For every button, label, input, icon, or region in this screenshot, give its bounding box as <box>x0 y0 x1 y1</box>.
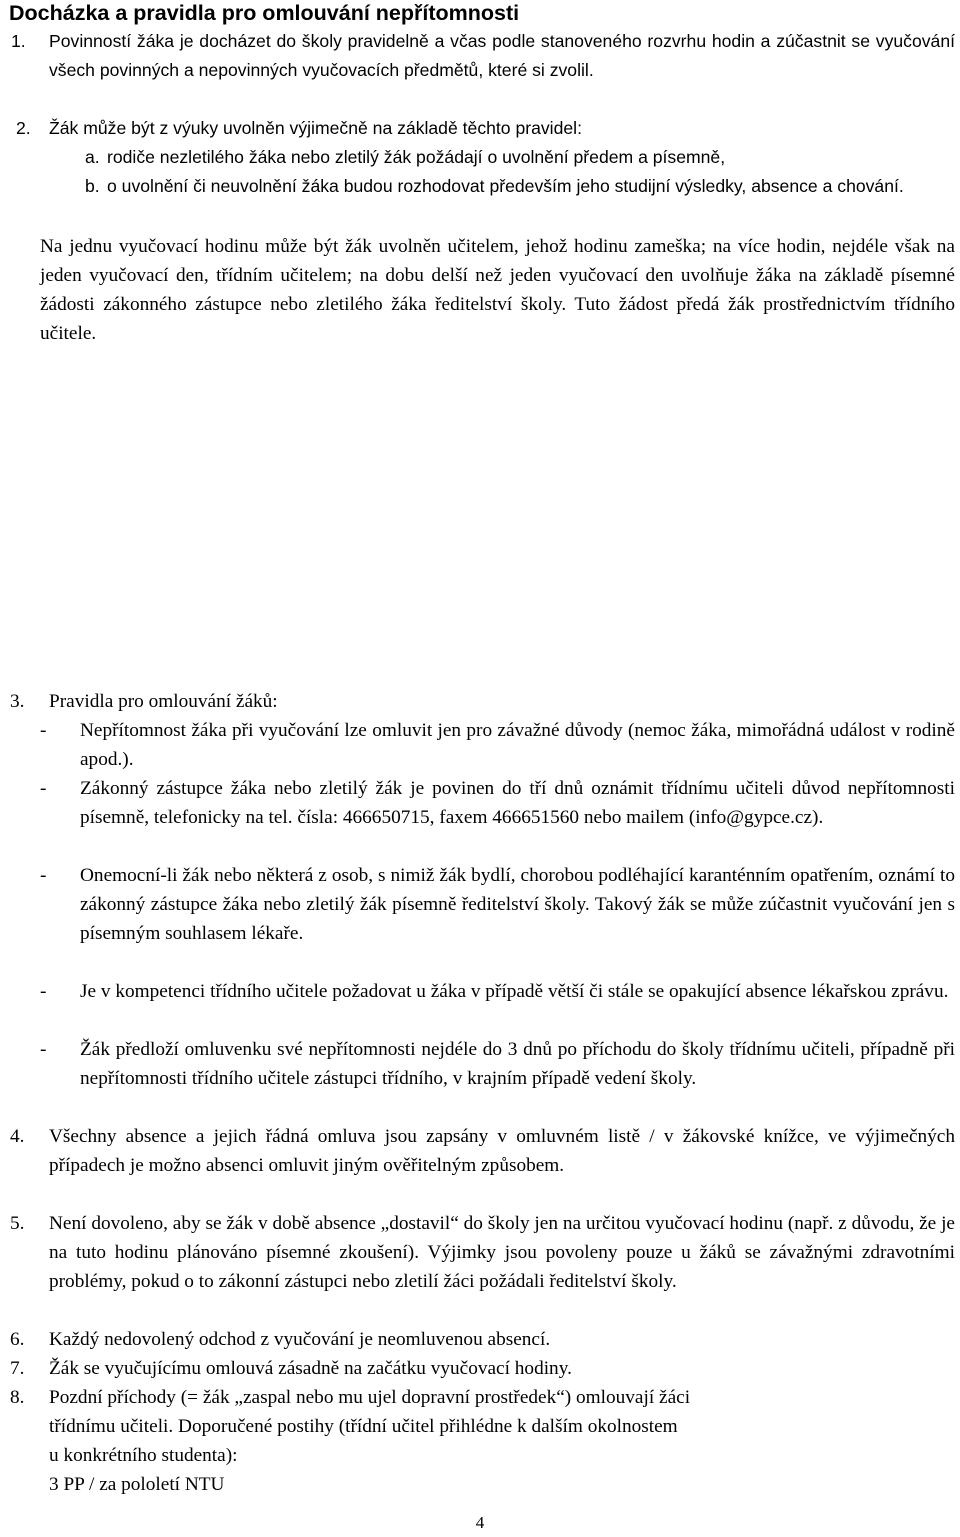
item-2b-letter: b. <box>85 176 100 196</box>
dash-1: - <box>40 720 47 741</box>
item-8-number: 8. <box>10 1387 25 1408</box>
item-2b-text: o uvolnění či neuvolnění žáka budou rozhodovat především jeho studijní výsledky, absence a chování. <box>107 176 904 196</box>
page-title: Docházka a pravidla pro omlouvání nepřítomnosti <box>9 1 520 25</box>
item-2-paragraph: Na jednu vyučovací hodinu může být žák uvolněn učitelem, jehož hodinu zameška; na více hodin, nejdéle však na jeden vyučovací den, třídním učitelem; na dobu delší než jeden vyučovací den uvolňuje žáka na základě písemné žádosti zákonného zástupce nebo zletilého žáka ředitelství školy. Tuto žádost předá žák prostřednictvím třídního učitele. <box>40 236 955 344</box>
item-5-number: 5. <box>10 1213 25 1234</box>
item-3-number: 3. <box>10 691 25 712</box>
item-4-number: 4. <box>10 1126 25 1147</box>
dash-3: - <box>40 865 47 886</box>
page-number: 4 <box>475 1513 485 1532</box>
item-3-dash-3-text: Onemocní-li žák nebo některá z osob, s nimiž žák bydlí, chorobou podléhající karanténním opatřením, oznámí to zákonný zástupce žáka nebo zletilý žák písemně ředitelství školy. Takový žák se může zúčastnit vyučování jen s písemným souhlasem lékaře. <box>80 865 955 944</box>
item-5-text: Není dovoleno, aby se žák v době absence „dostavil“ do školy jen na určitou vyučovací hodinu (např. z důvodu, že je na tuto hodinu plánováno písemné zkoušení). Výjimky jsou povoleny pouze u žáků se závažnými zdravotními problémy, pokud o to zákonní zástupci nebo zletilí žáci požádali ředitelství školy. <box>49 1213 955 1292</box>
item-6-text: Každý nedovolený odchod z vyučování je neomluvenou absencí. <box>49 1329 551 1350</box>
item-2a-letter: a. <box>85 147 100 167</box>
item-3-text: Pravidla pro omlouvání žáků: <box>49 691 278 712</box>
item-4-text: Všechny absence a jejich řádná omluva jsou zapsány v omluvném listě / v žákovské knížce, ve výjimečných případech je možno absenci omluvit jiným ověřitelným způsobem. <box>49 1126 955 1176</box>
item-2a-text: rodiče nezletilého žáka nebo zletilý žák požádají o uvolnění předem a písemně, <box>107 147 726 167</box>
item-2-number: 2. <box>16 118 31 138</box>
item-2-text: Žák může být z výuky uvolněn výjimečně na základě těchto pravidel: <box>49 118 582 138</box>
item-1-text: Povinností žáka je docházet do školy pravidelně a včas podle stanoveného rozvrhu hodin a zúčastnit se vyučování všech povinných a nepovinných vyučovacích předmětů, které si zvolil. <box>49 31 955 80</box>
item-3-dash-4-text: Je v kompetenci třídního učitele požadovat u žáka v případě větší či stále se opakující absence lékařskou zprávu. <box>80 981 949 1002</box>
item-8-line-2: třídnímu učiteli. Doporučené postihy (třídní učitel přihlédne k dalším okolnostem <box>49 1416 678 1437</box>
item-8-line-3: u konkrétního studenta): <box>49 1445 238 1466</box>
item-3-dash-5-text: Žák předloží omluvenku své nepřítomnosti nejdéle do 3 dnů po příchodu do školy třídnímu učiteli, případně při nepřítomnosti třídního učitele zástupci třídního, v krajním případě vedení školy. <box>80 1039 955 1089</box>
item-7-number: 7. <box>10 1358 25 1379</box>
item-3-dash-1-text: Nepřítomnost žáka při vyučování lze omluvit jen pro závažné důvody (nemoc žáka, mimořádná událost v rodině apod.). <box>80 720 955 770</box>
item-1-number: 1. <box>11 31 26 51</box>
item-7-text: Žák se vyučujícímu omlouvá zásadně na začátku vyučovací hodiny. <box>49 1358 572 1379</box>
dash-5: - <box>40 1039 47 1060</box>
item-3-dash-2-text: Zákonný zástupce žáka nebo zletilý žák je povinen do tří dnů oznámit třídnímu učiteli důvod nepřítomnosti písemně, telefonicky na tel. čísla: 466650715, faxem 466651560 nebo mailem (info@gypce.cz). <box>80 778 955 828</box>
dash-2: - <box>40 778 47 799</box>
dash-4: - <box>40 981 47 1002</box>
item-6-number: 6. <box>10 1329 25 1350</box>
item-8-rule-1: 3 PP / za pololetí NTU <box>49 1474 225 1495</box>
item-8-line-1: Pozdní příchody (= žák „zaspal nebo mu ujel dopravní prostředek“) omlouvají žáci <box>49 1387 691 1408</box>
